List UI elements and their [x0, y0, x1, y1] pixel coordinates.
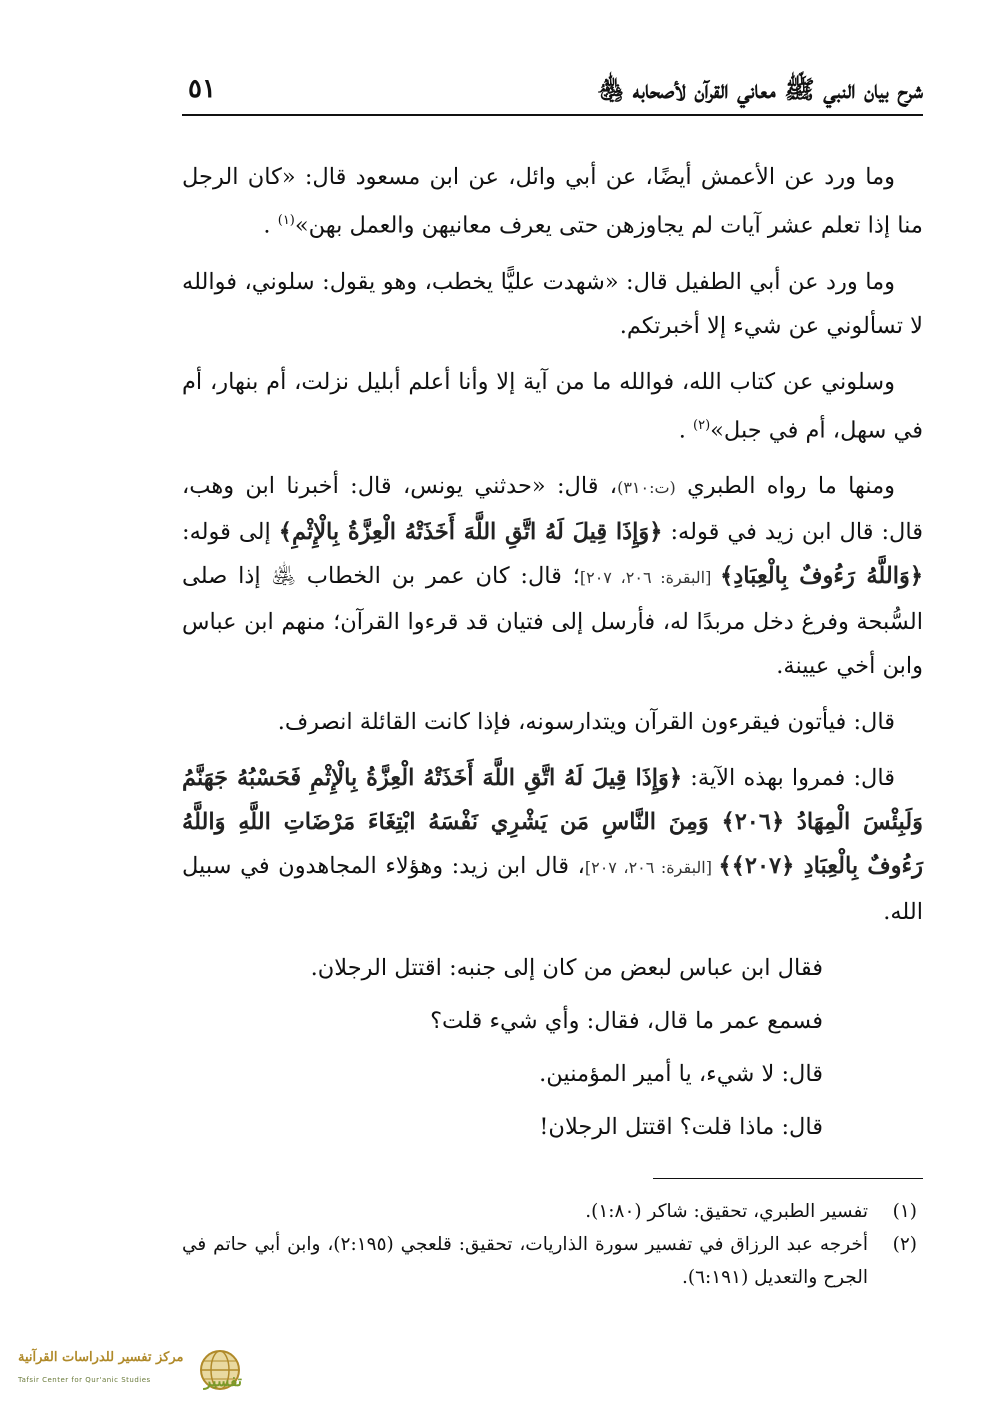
running-title: شرح بيان النبي ﷺ معاني القرآن لأصحابه ﵃ [596, 75, 923, 104]
logo-english-text: Tafsir Center for Qur'anic Studies [18, 1376, 151, 1384]
dialogue-line-2: فسمع عمر ما قال، فقال: وأي شيء قلت؟ [430, 1008, 823, 1034]
page-header [182, 68, 923, 116]
quran-verse: ﴿وَإِذَا قِيلَ لَهُ اتَّقِ اللَّهَ أَخَذَتْهُ الْعِزَّةُ بِالْإِثْمِ فَحَسْبُهُ جَهَنَّمُ وَلَبِئْسَ الْمِهَادُ ﴿٢٠٦﴾ وَمِنَ النَّاسِ مَن يَشْرِي نَفْسَهُ ابْتِغَاءَ مَرْضَاتِ اللَّهِ وَاللَّهُ رَءُوفٌ بِالْعِبَادِ ﴿٢٠٧﴾﴾ [182, 765, 923, 879]
footnote-number: (١) [892, 1201, 917, 1222]
quran-verse: ﴿وَإِذَا قِيلَ لَهُ اتَّقِ اللَّهَ أَخَذَتْهُ الْعِزَّةُ بِالْإِثْمِ﴾ [278, 519, 663, 545]
main-text [182, 155, 923, 1158]
footnote-1 [182, 1195, 923, 1228]
death-date: (ت:٣١٠) [617, 478, 676, 497]
quran-verse: ﴿وَاللَّهُ رَءُوفٌ بِالْعِبَادِ﴾ [720, 563, 924, 589]
dialogue-line-3: قال: لا شيء، يا أمير المؤمنين. [539, 1061, 823, 1087]
verse-reference: [البقرة: ٢٠٦، ٢٠٧] [584, 858, 719, 877]
paragraph-4: ومنها ما رواه الطبري (ت:٣١٠)، قال: «حدثني يونس، قال: أخبرنا ابن وهب، قال: قال ابن زيد في قوله: ﴿وَإِذَا قِيلَ لَهُ اتَّقِ اللَّهَ أَخَذَتْهُ الْعِزَّةُ بِالْإِثْمِ﴾ إلى قوله: ﴿وَاللَّهُ رَءُوفٌ بِالْعِبَادِ﴾ [البقرة: ٢٠٦، ٢٠٧]؛ قال: كان عمر بن الخطاب ﵁ إذا صلى السُّبحة وفرغ دخل مربدًا له، فأرسل إلى فتيان قد قرءوا القرآن؛ منهم ابن عباس وابن أخي عيينة. [182, 473, 924, 679]
footnote-number: (٢) [892, 1234, 917, 1255]
page-number: ٥١ [188, 74, 216, 104]
footnote-ref-1[interactable]: (١) [277, 213, 295, 228]
verse-reference: [البقرة: ٢٠٦، ٢٠٧] [579, 568, 721, 587]
paragraph-1: وما ورد عن الأعمش أيضًا، عن أبي وائل، عن ابن مسعود قال: «كان الرجل منا إذا تعلم عشر آيات لم يجاوزهن حتى يعرف معانيهن والعمل بهن»$^{(١)}$ . [182, 164, 923, 239]
paragraph-3: وسلوني عن كتاب الله، فوالله ما من آية إلا وأنا أعلم أبليل نزلت، أم بنهار، أم في سهل، أم في جبل»$^{(٢)}$ . [182, 368, 923, 443]
logo-mark-text: تفسير [204, 1372, 242, 1390]
publisher-logo [10, 1346, 260, 1402]
header-rule [182, 114, 923, 116]
footnote-rule [653, 1178, 923, 1179]
footnote-text: تفسير الطبري، تحقيق: شاكر (١:٨٠). [585, 1201, 868, 1222]
paragraph-6: قال: فمروا بهذه الآية: ﴿وَإِذَا قِيلَ لَهُ اتَّقِ اللَّهَ أَخَذَتْهُ الْعِزَّةُ بِالْإِثْمِ فَحَسْبُهُ جَهَنَّمُ وَلَبِئْسَ الْمِهَادُ ﴿٢٠٦﴾ وَمِنَ النَّاسِ مَن يَشْرِي نَفْسَهُ ابْتِغَاءَ مَرْضَاتِ اللَّهِ وَاللَّهُ رَءُوفٌ بِالْعِبَادِ ﴿٢٠٧﴾﴾ [البقرة: ٢٠٦، ٢٠٧]، قال ابن زيد: وهؤلاء المجاهدون في سبيل الله. [182, 765, 923, 925]
footnote-2 [182, 1228, 923, 1294]
dialogue-line-1: فقال ابن عباس لبعض من كان إلى جنبه: اقتتل الرجلان. [310, 955, 823, 981]
footnote-ref-2[interactable]: (٢) [693, 417, 711, 433]
paragraph-5: قال: فيأتون فيقرءون القرآن ويتدارسونه، فإذا كانت القائلة انصرف. [277, 709, 895, 735]
footnotes [182, 1195, 923, 1294]
logo-arabic-text: مركز تفسير للدراسات القرآنية [18, 1350, 184, 1365]
footnote-text: أخرجه عبد الرزاق في تفسير سورة الذاريات، تحقيق: قلعجي (٢:١٩٥)، وابن أبي حاتم في الجرح والتعديل (٦:١٩١). [182, 1234, 868, 1288]
paragraph-2: وما ورد عن أبي الطفيل قال: «شهدت عليًّا يخطب، وهو يقول: سلوني، فوالله لا تسألوني عن شيء إلا أخبرتكم. [182, 268, 923, 339]
dialogue-line-4: قال: ماذا قلت؟ اقتتل الرجلان! [539, 1114, 823, 1140]
